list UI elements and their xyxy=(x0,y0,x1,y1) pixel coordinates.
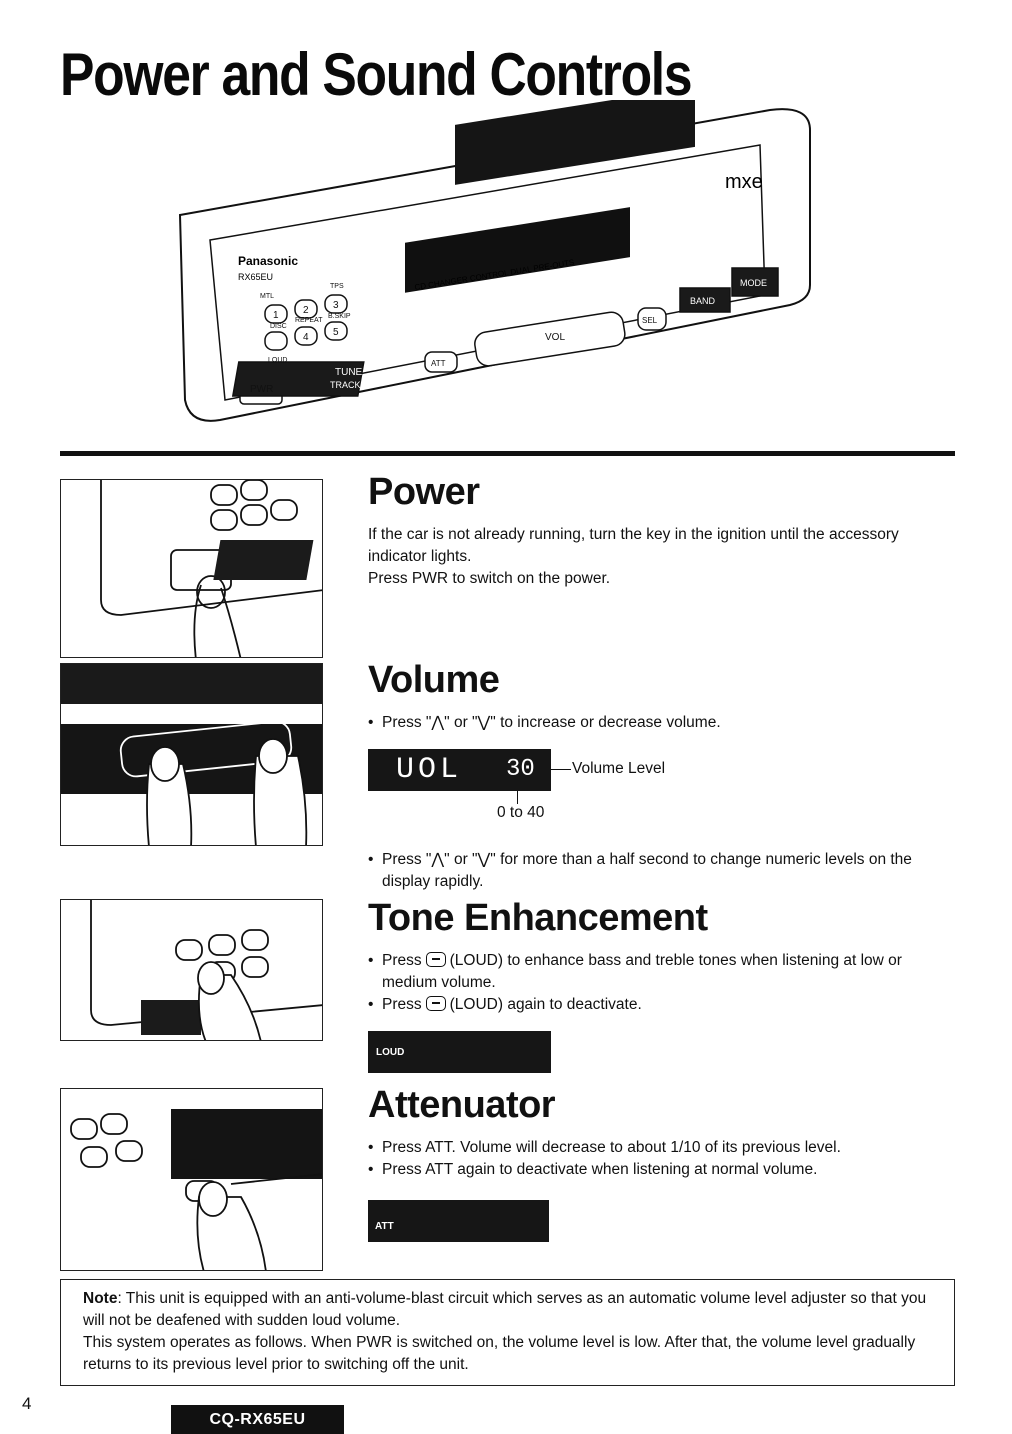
volume-display xyxy=(368,749,551,791)
power-text-2: Press PWR to switch on the power. xyxy=(368,570,611,587)
volume-heading: Volume xyxy=(368,659,500,701)
hero-label-att: ATT xyxy=(431,359,446,368)
volume-level-label: Volume Level xyxy=(572,760,666,777)
volume-section xyxy=(368,658,958,893)
volume-illustration xyxy=(60,663,323,846)
model-tag: CQ-RX65EU xyxy=(171,1405,344,1434)
hero-label-3: 3 xyxy=(333,300,339,311)
hero-label-tps: TPS xyxy=(330,283,344,290)
hero-brand: Panasonic xyxy=(238,254,299,268)
hero-label-1: 1 xyxy=(273,310,279,321)
hero-label-repeat: REPEAT xyxy=(295,317,323,324)
hero-label-2: 2 xyxy=(303,305,309,316)
note-text-1 xyxy=(83,1288,934,1332)
hero-label-disc: DISC xyxy=(270,323,287,330)
note-body-1: : This unit is equipped with an anti-volume-blast circuit which serves as an automatic volume level adjuster so that you will not be deafened with sudden loud volume. xyxy=(83,1290,927,1329)
hero-model: RX65EU xyxy=(238,272,274,282)
hero-label-band: BAND xyxy=(690,296,716,306)
power-illustration xyxy=(60,479,323,658)
hero-label-mtl: MTL xyxy=(260,293,274,300)
loud-display xyxy=(368,1031,551,1073)
hero-label-sel: SEL xyxy=(642,316,658,325)
hero-strip-text: CD CHANGER CONTROL DUAL PRE-OUTS xyxy=(413,257,575,292)
hero-label-pwr: PWR xyxy=(250,384,274,395)
tone-bullet-1 xyxy=(368,950,958,994)
attenuator-bullet-1: • Press ATT. Volume will decrease to about 1/10 of its previous level. xyxy=(368,1137,958,1159)
volume-display-level: 30 xyxy=(506,756,535,783)
tone-bullet-1-pre: Press xyxy=(382,952,422,969)
tone-heading: Tone Enhancement xyxy=(368,897,708,939)
attenuator-bullet-2: • Press ATT again to deactivate when listening at normal volume. xyxy=(368,1159,958,1181)
volume-display-left: UOL xyxy=(396,753,463,787)
volume-display-block xyxy=(368,749,958,841)
hero-label-track: TRACK xyxy=(330,380,361,390)
power-heading: Power xyxy=(368,471,480,513)
tone-bullet-1-post: (LOUD) to enhance bass and treble tones when listening at low or medium volume. xyxy=(382,952,902,991)
note-box xyxy=(60,1279,955,1386)
hero-label-loud: LOUD xyxy=(268,357,288,364)
note-label: Note xyxy=(83,1290,118,1307)
hero-label-4: 4 xyxy=(303,332,309,343)
att-display-text: ATT xyxy=(375,1221,394,1232)
power-section xyxy=(368,470,958,590)
section-rule xyxy=(60,451,955,456)
tone-bullet-2-pre: Press xyxy=(382,996,422,1013)
hero-button-loud xyxy=(265,332,287,350)
volume-bullet-2: • Press "⋀" or "⋁" for more than a half second to change numeric levels on the display rapidly. xyxy=(368,849,958,893)
loud-illustration xyxy=(60,899,323,1041)
hero-label-tune: TUNE xyxy=(335,367,363,378)
volume-range: 0 to 40 xyxy=(497,804,545,821)
hero-label-mode: MODE xyxy=(740,278,767,288)
page-number: 4 xyxy=(22,1394,32,1413)
tone-bullet-2 xyxy=(368,994,958,1016)
loud-button-icon xyxy=(426,996,446,1011)
note-text-2: This system operates as follows. When PWR is switched on, the volume level is low. After that, the volume level gradually returns to its previous level prior to switching off the unit. xyxy=(83,1334,916,1373)
loud-button-icon xyxy=(426,952,446,967)
tone-bullet-2-post: (LOUD) again to deactivate. xyxy=(449,996,642,1013)
hero-label-bskip: B.SKIP xyxy=(328,313,351,320)
hero-label-vol: VOL xyxy=(545,332,566,343)
volume-leader-line xyxy=(551,769,571,770)
page-title: Power and Sound Controls xyxy=(60,41,692,108)
attenuator-section xyxy=(368,1083,958,1247)
att-display xyxy=(368,1200,549,1242)
hero-label-5: 5 xyxy=(333,327,339,338)
volume-bullet-1: • Press "⋀" or "⋁" to increase or decrease volume. xyxy=(368,712,958,734)
loud-display-text: LOUD xyxy=(376,1047,405,1058)
att-illustration xyxy=(60,1088,323,1271)
hero-logo: mxe xyxy=(725,171,763,193)
tone-section xyxy=(368,896,958,1078)
attenuator-heading: Attenuator xyxy=(368,1084,556,1126)
power-text-1: If the car is not already running, turn the key in the ignition until the accessory indicator lights. xyxy=(368,526,899,565)
hero-display-text: 25W×4 xyxy=(507,189,565,218)
faceplate-illustration xyxy=(170,100,820,430)
